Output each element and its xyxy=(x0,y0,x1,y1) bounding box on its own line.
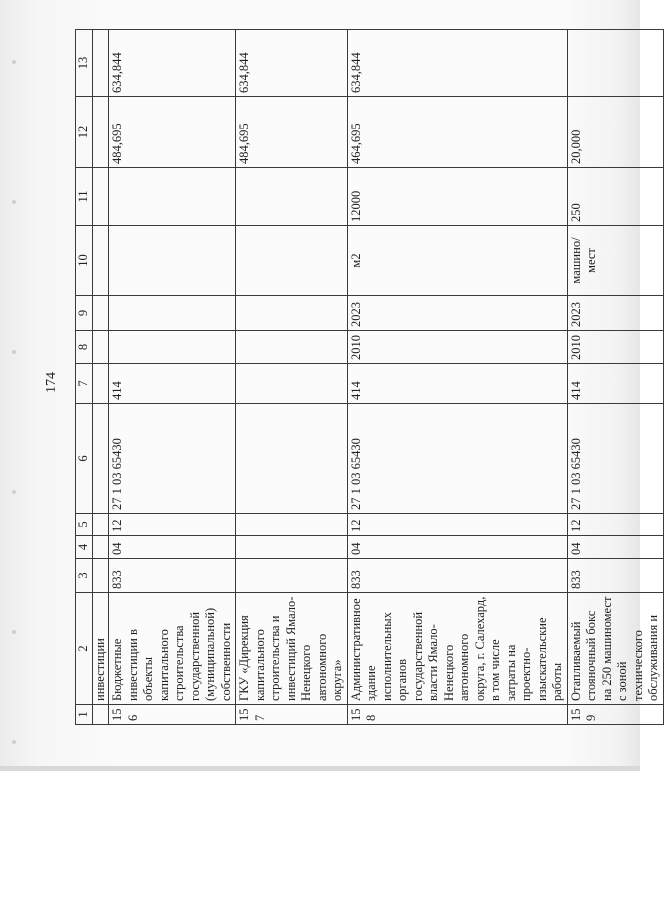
col-header-8: 8 xyxy=(76,331,93,364)
continuation-text: инвестиции xyxy=(92,593,109,705)
cell-col7: 414 xyxy=(567,364,663,404)
row-number: 158 xyxy=(347,705,567,725)
cell-col8: 2010 xyxy=(567,331,663,364)
cell-col4 xyxy=(236,536,348,559)
cell-col12: 20,000 xyxy=(567,97,663,168)
cell-col9 xyxy=(236,296,348,331)
cell-col12: 464,695 xyxy=(347,97,567,168)
cell-col3: 833 xyxy=(347,559,567,593)
col-header-9: 9 xyxy=(76,296,93,331)
col-header-3: 3 xyxy=(76,559,93,593)
table-row xyxy=(347,30,567,725)
cell-col13: 634,844 xyxy=(109,30,236,97)
cell-col7: 414 xyxy=(347,364,567,404)
cell xyxy=(92,296,109,331)
cell-col11: 250 xyxy=(567,168,663,226)
col-header-6: 6 xyxy=(76,404,93,514)
cell-col10: м2 xyxy=(347,226,567,296)
cell-col5 xyxy=(236,514,348,536)
col-header-11: 11 xyxy=(76,168,93,226)
cell xyxy=(92,226,109,296)
column-number-row xyxy=(76,30,93,725)
cell-col10: машино/ мест xyxy=(567,226,663,296)
cell xyxy=(92,705,109,725)
cell xyxy=(92,364,109,404)
col-header-4: 4 xyxy=(76,536,93,559)
scan-bottom-edge xyxy=(0,766,640,771)
cell-col3: 833 xyxy=(567,559,663,593)
table-row xyxy=(567,30,663,725)
cell xyxy=(92,331,109,364)
cell-col3: 833 xyxy=(109,559,236,593)
row-number: 156 xyxy=(109,705,236,725)
row-name: Бюджетные инвестиции в объекты капитального строительства государственной (муниципальной) собственности xyxy=(109,593,236,705)
cell-col9: 2023 xyxy=(347,296,567,331)
col-header-1: 1 xyxy=(76,705,93,725)
col-header-7: 7 xyxy=(76,364,93,404)
cell-col6: 27 1 03 65430 xyxy=(567,404,663,514)
continuation-row xyxy=(92,30,109,725)
col-header-10: 10 xyxy=(76,226,93,296)
cell-col13 xyxy=(567,30,663,97)
cell-col4: 04 xyxy=(347,536,567,559)
cell-col11: 12000 xyxy=(347,168,567,226)
cell-col11 xyxy=(109,168,236,226)
row-number: 159 xyxy=(567,705,663,725)
cell-col9 xyxy=(109,296,236,331)
cell-col8: 2010 xyxy=(347,331,567,364)
table-row xyxy=(236,30,348,725)
cell-col11 xyxy=(236,168,348,226)
scan-binding-marks xyxy=(12,20,20,760)
col-header-5: 5 xyxy=(76,514,93,536)
cell-col13: 634,844 xyxy=(347,30,567,97)
cell-col4: 04 xyxy=(109,536,236,559)
col-header-2: 2 xyxy=(76,593,93,705)
cell xyxy=(92,404,109,514)
cell xyxy=(92,168,109,226)
cell xyxy=(92,536,109,559)
cell-col5: 12 xyxy=(567,514,663,536)
col-header-12: 12 xyxy=(76,97,93,168)
cell-col10 xyxy=(109,226,236,296)
cell-col13: 634,844 xyxy=(236,30,348,97)
cell-col8 xyxy=(236,331,348,364)
cell-col6: 27 1 03 65430 xyxy=(109,404,236,514)
budget-table xyxy=(75,29,664,725)
cell-col4: 04 xyxy=(567,536,663,559)
cell xyxy=(92,30,109,97)
cell-col9: 2023 xyxy=(567,296,663,331)
row-name: ГКУ «Дирекция капитального строительства и инвестиций Ямало-Ненецкого автономного округа» xyxy=(236,593,348,705)
cell-col8 xyxy=(109,331,236,364)
cell-col12: 484,695 xyxy=(236,97,348,168)
cell-col6: 27 1 03 65430 xyxy=(347,404,567,514)
cell-col12: 484,695 xyxy=(109,97,236,168)
cell-col10 xyxy=(236,226,348,296)
cell-col3 xyxy=(236,559,348,593)
cell xyxy=(92,559,109,593)
table-row xyxy=(109,30,236,725)
row-number: 157 xyxy=(236,705,348,725)
cell-col6 xyxy=(236,404,348,514)
row-name: Отапливаемый стояночный бокс на 250 машиномест с зоной технического обслуживания и xyxy=(567,593,663,705)
cell-col5: 12 xyxy=(109,514,236,536)
page-number: 174 xyxy=(44,372,59,393)
rotated-page xyxy=(75,30,660,725)
cell-col7: 414 xyxy=(109,364,236,404)
cell-col7 xyxy=(236,364,348,404)
row-name: Административное здание исполнительных органов государственной власти Ямало-Ненецкого автономного округа, г. Салехард, в том числе затраты на проектно-изыскательские работы xyxy=(347,593,567,705)
cell xyxy=(92,514,109,536)
col-header-13: 13 xyxy=(76,30,93,97)
cell xyxy=(92,97,109,168)
cell-col5: 12 xyxy=(347,514,567,536)
